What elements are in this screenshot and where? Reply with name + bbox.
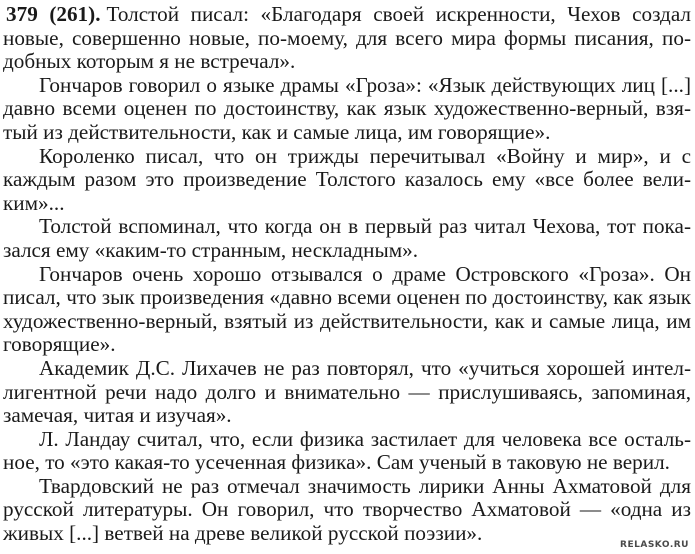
paragraph-8: Твардовский не раз отмечал значимость лирики Анны Ахматовой для русской литературы. Он говорил, что творчество Ахматовой — «одна из живых [...] ветвей на древе великой русской поэзии». xyxy=(3,473,691,546)
paragraph-7: Л. Ландау считал, что, если физика застилает для человека все остальное, то «это какая-то усеченная физика». Сам ученый в таковую не верил. xyxy=(3,426,691,475)
exercise-number: 379 (261). xyxy=(6,2,101,26)
paragraph-6: Академик Д.С. Лихачев не раз повторял, что «учиться хорошей интеллигентной речи надо долго и внимательно — прислушиваясь, запоминая, замечая, читая и изучая». xyxy=(3,355,691,428)
site-watermark: RELASKO.RU xyxy=(620,540,689,550)
paragraph-5: Гончаров очень хорошо отзывался о драме Островского «Гроза». Он писал, что зык произведения «давно всеми оценен по достоинству, как язык художественно-верный, взятый из действительности, как и самые лица, им говорящие». xyxy=(3,261,691,357)
paragraph-3: Короленко писал, что он трижды перечитывал «Войну и мир», и с каждым разом это произведение Толстого казалось ему «все более великим»... xyxy=(3,143,691,215)
paragraph-1 xyxy=(3,3,691,74)
paragraph-2: Гончаров говорил о языке драмы «Гроза»: «Язык действующих лиц [...] давно всеми оценен по достоинству, как язык художественно-верный, взятый из действительности, как и самые лица, им говорящие». xyxy=(3,72,691,144)
paragraph-text: Толстой писал: «Благодаря своей искренности, Чехов создал новые, совершенно новые, по-моему, для всего мира формы писания, подобных которым я не встречал». xyxy=(3,2,691,74)
paragraph-4: Толстой вспоминал, что когда он в первый раз читал Чехова, тот показался ему «каким-то странным, нескладным». xyxy=(3,214,691,262)
